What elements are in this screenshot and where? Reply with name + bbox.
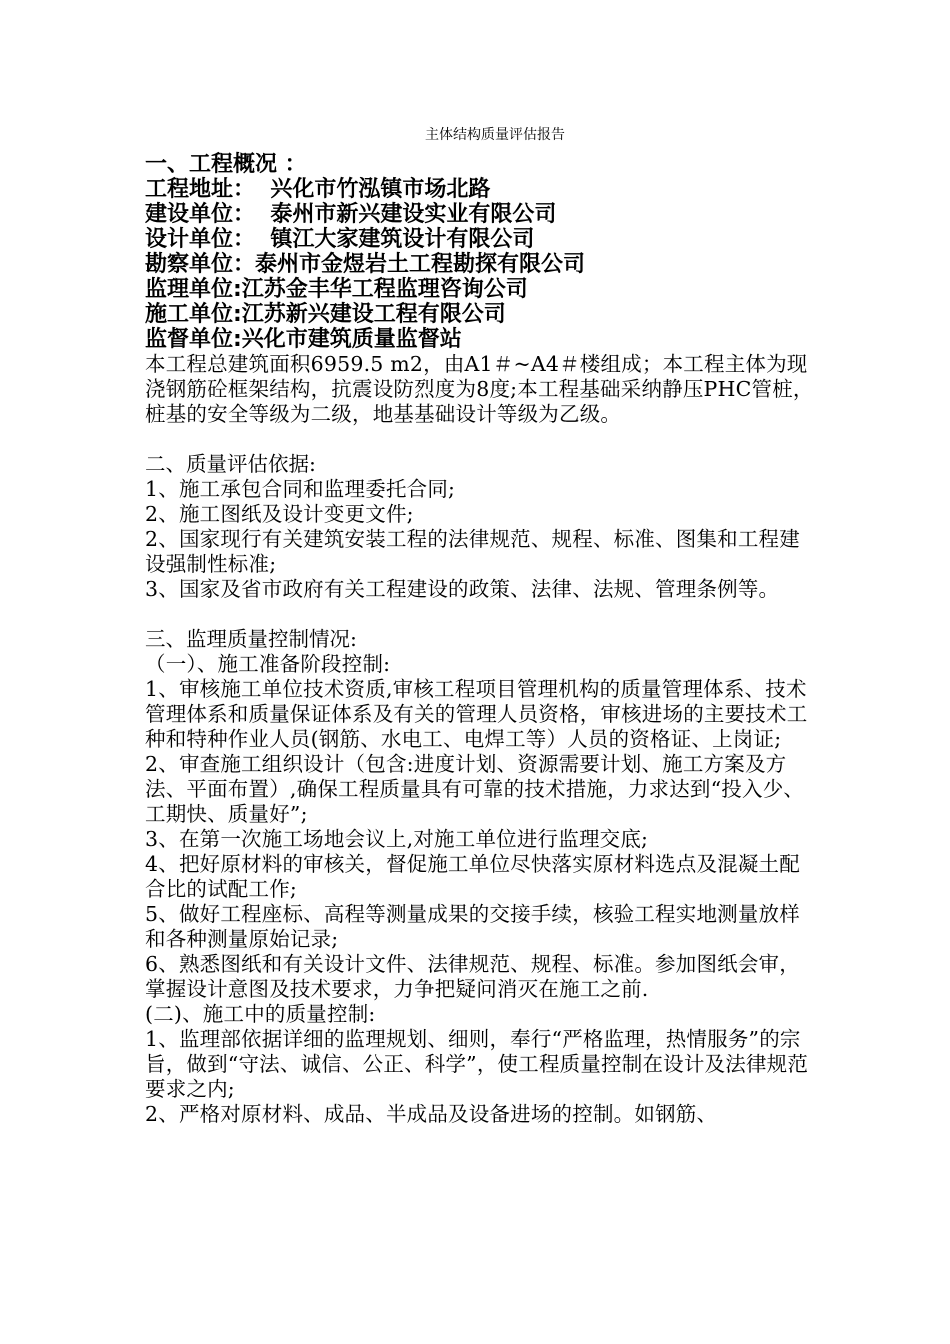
construction-item: 2、严格对原材料、成品、半成品及设备进场的控制。如钢筋、 [145, 1102, 718, 1126]
spacer [145, 427, 815, 452]
subsection2-heading: (二)、施工中的质量控制: [145, 1002, 376, 1026]
oversight-unit: 监督单位:兴化市建筑质量监督站 [145, 327, 462, 352]
prep-item: 6、熟悉图纸和有关设计文件、法律规范、规程、标准。参加图纸会审，掌握设计意图及技术要求，力争把疑问消灭在施工之前. [145, 952, 800, 1001]
survey-unit: 勘察单位：泰州市金煜岩土工程勘探有限公司 [145, 252, 586, 277]
construction-item: 1、监理部依据详细的监理规划、细则，奉行“严格监理，热情服务”的宗旨，做到“守法、诚信、公正、科学”，使工程质量控制在设计及法律规范要求之内; [145, 1027, 809, 1101]
section3-heading: 三、监理质量控制情况: [145, 627, 357, 651]
prep-item: 1、审核施工单位技术资质,审核工程项目管理机构的质量管理体系、技术管理体系和质量保证体系及有关的管理人员资格，审核进场的主要技术工种和特种作业人员(钢筋、水电工、电焊工等）人员的资格证、上岗证; [145, 677, 808, 751]
prep-item: 4、把好原材料的审核关，督促施工单位尽快落实原材料选点及混凝土配合比的试配工作; [145, 852, 800, 901]
subsection1-heading: （一）、施工准备阶段控制: [145, 652, 391, 676]
document-title: 主体结构质量评估报告 [425, 127, 565, 143]
supervision-unit: 监理单位:江苏金丰华工程监理咨询公司 [145, 277, 528, 302]
prep-item: 5、做好工程座标、高程等测量成果的交接手续，核验工程实地测量放样和各种测量原始记录; [145, 902, 800, 951]
basis-item: 2、国家现行有关建筑安装工程的法律规范、规程、标准、图集和工程建设强制性标准; [145, 527, 800, 576]
contractor-unit: 施工单位:江苏新兴建设工程有限公司 [145, 302, 506, 327]
design-unit: 设计单位： 镇江大家建筑设计有限公司 [145, 227, 535, 252]
section1-heading: 一、工程概况 ： [145, 152, 307, 177]
basis-item: 1、施工承包合同和监理委托合同; [145, 477, 456, 501]
prep-item: 2、审查施工组织设计（包含:进度计划、资源需要计划、施工方案及方法、平面布置）,确保工程质量具有可靠的技术措施，力求达到“投入少、工期快、质量好”; [145, 752, 805, 826]
project-address: 工程地址： 兴化市竹泓镇市场北路 [145, 177, 491, 202]
basis-item: 3、国家及省市政府有关工程建设的政策、法律、法规、管理条例等。 [145, 577, 780, 601]
construction-unit: 建设单位： 泰州市新兴建设实业有限公司 [145, 202, 557, 227]
project-description: 本工程总建筑面积6959.5 m2，由A1＃~A4＃楼组成；本工程主体为现浇钢筋砼框架结构，抗震设防烈度为8度;本工程基础采纳静压PHC管桩，桩基的安全等级为二级，地基基础设计等级为乙级。 [145, 352, 814, 426]
spacer [145, 602, 815, 627]
section2-heading: 二、质量评估依据: [145, 452, 316, 476]
prep-item: 3、在第一次施工场地会议上,对施工单位进行监理交底; [145, 827, 649, 851]
document-page [145, 126, 815, 1127]
basis-item: 2、施工图纸及设计变更文件; [145, 502, 414, 526]
